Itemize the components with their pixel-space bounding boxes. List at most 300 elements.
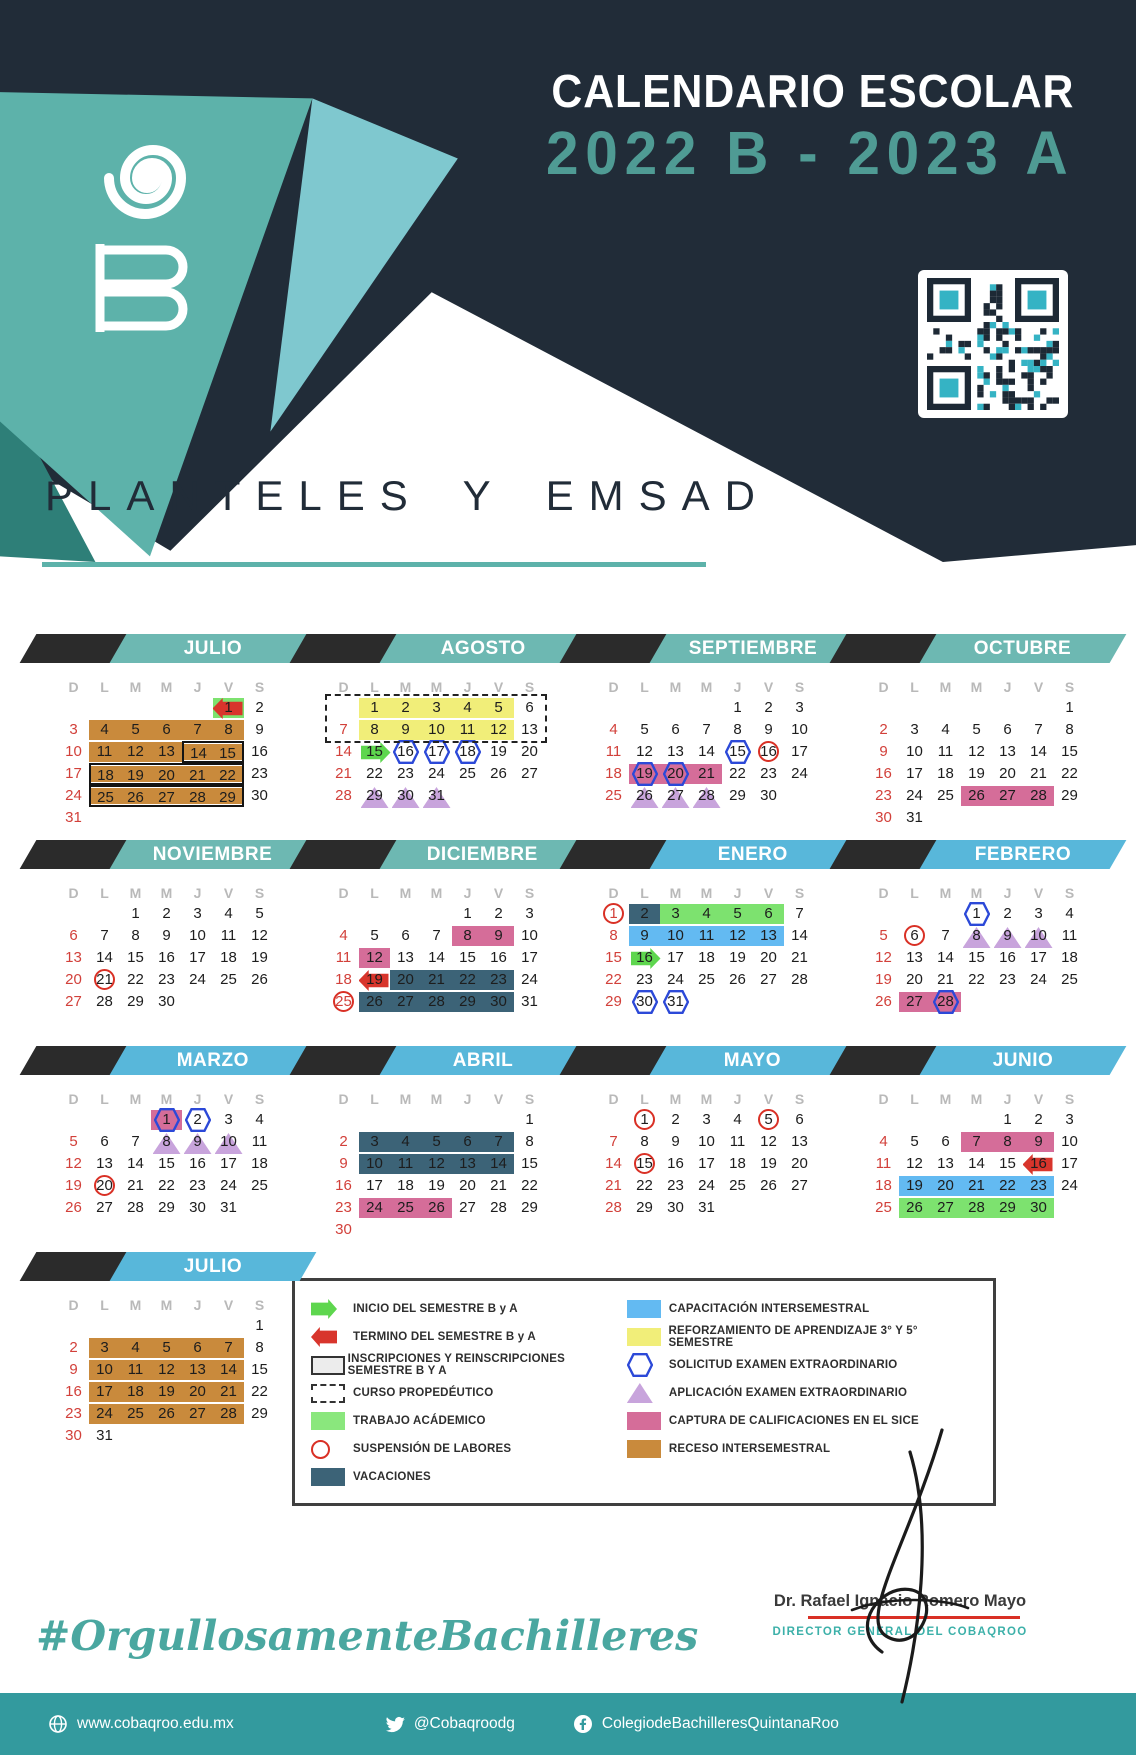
month-banner — [868, 634, 1086, 663]
day-number: 10 — [906, 743, 923, 760]
weekday-header: M — [700, 1091, 713, 1107]
day-number: 30 — [335, 1221, 352, 1238]
day-cell — [930, 991, 961, 1013]
day-cell — [868, 1153, 899, 1175]
day-cell — [58, 1359, 89, 1381]
month-banner-color-shape — [920, 840, 1127, 869]
day-cell — [868, 903, 899, 925]
day-cell — [753, 969, 784, 991]
day-cell — [244, 1381, 275, 1403]
day-cell — [899, 807, 930, 829]
day-number: 24 — [521, 971, 538, 988]
day-cell — [992, 969, 1023, 991]
day-cell — [722, 719, 753, 741]
day-cell — [1023, 741, 1054, 763]
day-cell — [784, 697, 815, 719]
day-number: 11 — [875, 1155, 892, 1172]
day-cell — [359, 969, 390, 991]
day-number: 13 — [791, 1133, 808, 1150]
day-cell — [58, 903, 89, 925]
day-number: 14 — [968, 1155, 985, 1172]
day-cell — [328, 1131, 359, 1153]
day-number: 13 — [999, 743, 1016, 760]
day-number: 8 — [131, 927, 140, 944]
day-cell — [899, 947, 930, 969]
weekday-header: S — [254, 885, 265, 901]
day-cell — [629, 741, 660, 763]
day-cell — [89, 785, 120, 807]
day-number: 30 — [65, 1427, 82, 1444]
day-cell — [753, 763, 784, 785]
day-number: 7 — [193, 721, 202, 738]
day-number: 16 — [667, 1155, 684, 1172]
day-number: 12 — [875, 949, 892, 966]
day-cell — [359, 741, 390, 763]
day-number: 15 — [127, 949, 144, 966]
day-cell — [328, 785, 359, 807]
day-cell — [629, 697, 660, 719]
day-number: 7 — [702, 721, 711, 738]
day-number: 9 — [339, 1155, 348, 1172]
day-number: 9 — [1034, 1133, 1043, 1150]
day-cell — [961, 1109, 992, 1131]
day-cell — [359, 991, 390, 1013]
weekday-header: V — [1033, 885, 1044, 901]
day-cell — [784, 925, 815, 947]
day-number: 11 — [96, 743, 113, 760]
day-cell — [1023, 903, 1054, 925]
day-number: 24 — [366, 1199, 383, 1216]
day-number: 17 — [428, 743, 445, 760]
day-number: 1 — [733, 699, 742, 716]
day-cell — [58, 1153, 89, 1175]
day-number: 1 — [640, 1111, 649, 1128]
day-number: 24 — [906, 787, 923, 804]
month-banner-color-shape — [380, 840, 587, 869]
day-number: 8 — [733, 721, 742, 738]
day-number: 3 — [193, 905, 202, 922]
day-number: 24 — [189, 971, 206, 988]
day-number: 2 — [640, 905, 649, 922]
day-number: 26 — [906, 1199, 923, 1216]
day-number: 18 — [459, 743, 476, 760]
day-number: 29 — [158, 1199, 175, 1216]
day-cell — [359, 903, 390, 925]
day-cell — [244, 1109, 275, 1131]
day-number: 29 — [605, 993, 622, 1010]
day-number: 25 — [1061, 971, 1078, 988]
day-cell — [151, 807, 182, 829]
month-name: NOVIEMBRE — [153, 843, 273, 865]
day-cell — [182, 969, 213, 991]
weekday-header: S — [794, 1091, 805, 1107]
day-cell — [1023, 785, 1054, 807]
day-cell — [899, 925, 930, 947]
weekday-header: V — [763, 885, 774, 901]
day-number: 10 — [428, 721, 445, 738]
day-cell — [182, 903, 213, 925]
day-cell — [1054, 1109, 1085, 1131]
day-cell — [899, 697, 930, 719]
weekday-header: D — [338, 885, 349, 901]
day-cell — [722, 741, 753, 763]
day-number: 26 — [875, 993, 892, 1010]
day-cell — [691, 1153, 722, 1175]
day-cell — [390, 947, 421, 969]
day-cell — [89, 763, 120, 785]
day-number: 13 — [96, 1155, 113, 1172]
day-cell — [899, 991, 930, 1013]
day-cell — [151, 741, 182, 763]
day-cell — [691, 785, 722, 807]
month-banner-color-shape — [110, 634, 317, 663]
legend-item — [311, 1351, 627, 1379]
day-cell — [120, 1315, 151, 1337]
day-cell — [598, 991, 629, 1013]
day-number: 28 — [96, 993, 113, 1010]
day-cell — [722, 1109, 753, 1131]
day-number: 2 — [671, 1111, 680, 1128]
month-name: MAYO — [724, 1049, 782, 1071]
day-number: 15 — [968, 949, 985, 966]
day-cell — [120, 991, 151, 1013]
day-number: 22 — [366, 765, 383, 782]
day-cell — [992, 763, 1023, 785]
day-cell — [151, 991, 182, 1013]
day-cell — [58, 719, 89, 741]
day-number: 5 — [69, 1133, 78, 1150]
day-cell — [629, 1131, 660, 1153]
day-number: 16 — [158, 949, 175, 966]
day-cell — [514, 763, 545, 785]
day-cell — [244, 1359, 275, 1381]
weekday-header: V — [763, 679, 774, 695]
twitter-link — [384, 1715, 515, 1733]
day-number: 19 — [428, 1177, 445, 1194]
day-number: 14 — [605, 1155, 622, 1172]
day-number: 22 — [636, 1177, 653, 1194]
day-number: 17 — [220, 1155, 237, 1172]
day-number: 18 — [729, 1155, 746, 1172]
day-cell — [1054, 991, 1085, 1013]
page-subtitle: 2022 B - 2023 A — [545, 119, 1074, 187]
day-number: 19 — [251, 949, 268, 966]
month-banner-color-shape — [650, 840, 857, 869]
day-cell — [930, 785, 961, 807]
month-name: ENERO — [717, 843, 789, 865]
day-number: 5 — [255, 905, 264, 922]
day-number: 2 — [162, 905, 171, 922]
day-number: 23 — [1030, 1177, 1047, 1194]
day-number: 25 — [335, 993, 352, 1010]
day-cell — [992, 697, 1023, 719]
day-cell — [753, 741, 784, 763]
day-number: 20 — [760, 949, 777, 966]
month-name: JUNIO — [992, 1049, 1054, 1071]
hexagon-mark — [627, 1353, 653, 1377]
day-number: 7 — [795, 905, 804, 922]
day-cell — [691, 763, 722, 785]
day-number: 15 — [158, 1155, 175, 1172]
day-number: 29 — [219, 789, 236, 806]
day-cell — [992, 741, 1023, 763]
day-cell — [151, 1315, 182, 1337]
weekday-header: S — [254, 679, 265, 695]
day-cell — [868, 807, 899, 829]
day-number: 19 — [366, 971, 383, 988]
day-cell — [182, 925, 213, 947]
day-number: 23 — [158, 971, 175, 988]
day-number: 11 — [605, 743, 622, 760]
day-number: 16 — [760, 743, 777, 760]
day-cell — [390, 1175, 421, 1197]
month-banner — [328, 840, 546, 869]
day-cell — [483, 1131, 514, 1153]
day-cell — [868, 741, 899, 763]
weekday-header: S — [524, 1091, 535, 1107]
day-cell — [899, 1175, 930, 1197]
day-cell — [182, 1359, 213, 1381]
day-cell — [182, 1337, 213, 1359]
day-number: 1 — [255, 1317, 264, 1334]
day-number: 21 — [1030, 765, 1047, 782]
day-cell — [868, 947, 899, 969]
day-cell — [784, 719, 815, 741]
weekday-header: L — [370, 1091, 379, 1107]
day-number: 19 — [760, 1155, 777, 1172]
day-number: 20 — [999, 765, 1016, 782]
day-number: 21 — [698, 765, 715, 782]
day-cell — [452, 1131, 483, 1153]
day-number: 19 — [875, 971, 892, 988]
month-banner-color-shape — [650, 1046, 857, 1075]
day-number: 28 — [127, 1199, 144, 1216]
day-cell — [514, 1175, 545, 1197]
day-number: 4 — [733, 1111, 742, 1128]
day-cell — [514, 969, 545, 991]
day-number: 11 — [220, 927, 237, 944]
day-number: 11 — [1061, 927, 1078, 944]
day-number: 2 — [193, 1111, 202, 1128]
day-cell — [421, 741, 452, 763]
day-number: 16 — [65, 1383, 82, 1400]
day-number: 24 — [791, 765, 808, 782]
legend-item — [627, 1351, 983, 1379]
day-cell — [120, 969, 151, 991]
day-number: 2 — [879, 721, 888, 738]
day-number: 12 — [127, 743, 144, 760]
month-name: ABRIL — [452, 1049, 514, 1071]
day-cell — [89, 807, 120, 829]
day-cell — [89, 741, 120, 763]
month-banner-color-shape — [380, 1046, 587, 1075]
weekday-header: V — [223, 1091, 234, 1107]
month-banner-color-shape — [920, 1046, 1127, 1075]
day-number: 27 — [791, 1177, 808, 1194]
day-cell — [961, 969, 992, 991]
day-cell — [660, 991, 691, 1013]
day-cell — [598, 1153, 629, 1175]
day-cell — [120, 719, 151, 741]
day-number: 21 — [428, 971, 445, 988]
day-cell — [1054, 719, 1085, 741]
day-number: 6 — [162, 721, 171, 738]
day-cell — [961, 1153, 992, 1175]
month-banner-color-shape — [920, 634, 1127, 663]
day-number: 24 — [220, 1177, 237, 1194]
month-banner-color-shape — [380, 634, 587, 663]
circle-shape — [311, 1440, 330, 1459]
day-number: 16 — [251, 743, 268, 760]
rect-outline-gray-icon — [311, 1356, 348, 1375]
day-number: 29 — [1061, 787, 1078, 804]
weekday-header: V — [763, 1091, 774, 1107]
weekday-header: L — [100, 885, 109, 901]
day-cell — [992, 903, 1023, 925]
day-number: 1 — [463, 905, 472, 922]
website-text: www.cobaqroo.edu.mx — [77, 1715, 234, 1732]
day-cell — [151, 1153, 182, 1175]
day-cell — [992, 1109, 1023, 1131]
day-number: 27 — [906, 993, 923, 1010]
day-number: 21 — [968, 1177, 985, 1194]
legend-label: INICIO DEL SEMESTRE B y A — [353, 1303, 518, 1315]
day-cell — [992, 1175, 1023, 1197]
month-noviembre — [58, 840, 276, 1035]
day-number: 13 — [65, 949, 82, 966]
day-cell — [89, 1197, 120, 1219]
day-cell — [660, 1175, 691, 1197]
day-cell — [961, 1131, 992, 1153]
weekday-header: L — [640, 1091, 649, 1107]
day-cell — [1054, 1175, 1085, 1197]
rect-pink-icon — [627, 1412, 669, 1430]
day-cell — [691, 991, 722, 1013]
day-cell — [58, 991, 89, 1013]
day-cell — [1054, 741, 1085, 763]
day-cell — [244, 719, 275, 741]
day-number: 12 — [490, 721, 507, 738]
day-cell — [182, 1175, 213, 1197]
day-cell — [598, 719, 629, 741]
day-cell — [213, 763, 244, 785]
rect-shape — [311, 1384, 345, 1403]
day-cell — [784, 991, 815, 1013]
day-number: 12 — [251, 927, 268, 944]
day-number: 14 — [335, 743, 352, 760]
day-cell — [421, 991, 452, 1013]
day-cell — [868, 763, 899, 785]
day-cell — [452, 1153, 483, 1175]
day-cell — [89, 1131, 120, 1153]
day-cell — [89, 697, 120, 719]
day-number: 3 — [432, 699, 441, 716]
day-cell — [151, 903, 182, 925]
month-name: AGOSTO — [440, 637, 526, 659]
day-cell — [514, 1197, 545, 1219]
day-number: 10 — [1061, 1133, 1078, 1150]
weekday-header: L — [640, 885, 649, 901]
day-cell — [868, 785, 899, 807]
day-cell — [598, 697, 629, 719]
day-cell — [992, 1197, 1023, 1219]
day-number: 18 — [97, 767, 114, 784]
month-banner-color-shape — [110, 840, 317, 869]
day-number: 26 — [760, 1177, 777, 1194]
day-number: 10 — [96, 1361, 113, 1378]
day-cell — [598, 969, 629, 991]
weekday-header: M — [160, 1297, 173, 1313]
weekday-header: S — [524, 679, 535, 695]
day-cell — [598, 1109, 629, 1131]
day-cell — [691, 1109, 722, 1131]
rect-shape — [311, 1356, 345, 1375]
day-cell — [182, 1315, 213, 1337]
day-number: 13 — [189, 1361, 206, 1378]
day-cell — [390, 1153, 421, 1175]
day-cell — [660, 969, 691, 991]
rect-dashed-icon — [311, 1384, 353, 1403]
rect-shape — [627, 1440, 661, 1458]
day-cell — [89, 925, 120, 947]
day-number: 12 — [906, 1155, 923, 1172]
day-number: 31 — [667, 993, 684, 1010]
day-number: 6 — [941, 1133, 950, 1150]
day-cell — [722, 925, 753, 947]
day-number: 10 — [220, 1133, 237, 1150]
day-cell — [691, 741, 722, 763]
day-cell — [930, 1131, 961, 1153]
day-cell — [151, 1109, 182, 1131]
legend-item — [627, 1295, 983, 1323]
weekday-header: J — [463, 1091, 472, 1107]
day-number: 8 — [525, 1133, 534, 1150]
facebook-icon — [573, 1714, 593, 1734]
day-number: 18 — [127, 1383, 144, 1400]
rect-shape — [627, 1328, 661, 1346]
day-cell — [629, 1153, 660, 1175]
rect-shape — [311, 1412, 345, 1430]
day-number: 15 — [999, 1155, 1016, 1172]
day-cell — [961, 991, 992, 1013]
day-cell — [722, 969, 753, 991]
day-number: 19 — [490, 743, 507, 760]
weekday-header: D — [338, 679, 349, 695]
weekday-header: M — [430, 1091, 443, 1107]
day-number: 10 — [1030, 927, 1047, 944]
day-cell — [182, 1153, 213, 1175]
day-cell — [722, 697, 753, 719]
globe-icon — [48, 1714, 68, 1734]
day-cell — [244, 1131, 275, 1153]
day-cell — [58, 1175, 89, 1197]
legend-label: CAPTURA DE CALIFICACIONES EN EL SICE — [668, 1415, 919, 1427]
day-number: 4 — [131, 1339, 140, 1356]
day-cell — [483, 969, 514, 991]
day-cell — [1054, 697, 1085, 719]
day-cell — [244, 947, 275, 969]
day-cell — [1054, 903, 1085, 925]
day-cell — [1023, 991, 1054, 1013]
weekday-header: V — [223, 679, 234, 695]
arrow-shape — [311, 1327, 337, 1347]
day-number: 7 — [224, 1339, 233, 1356]
weekday-header: J — [193, 1091, 202, 1107]
day-number: 31 — [96, 1427, 113, 1444]
day-cell — [784, 947, 815, 969]
day-cell — [151, 697, 182, 719]
weekday-header: J — [193, 679, 202, 695]
